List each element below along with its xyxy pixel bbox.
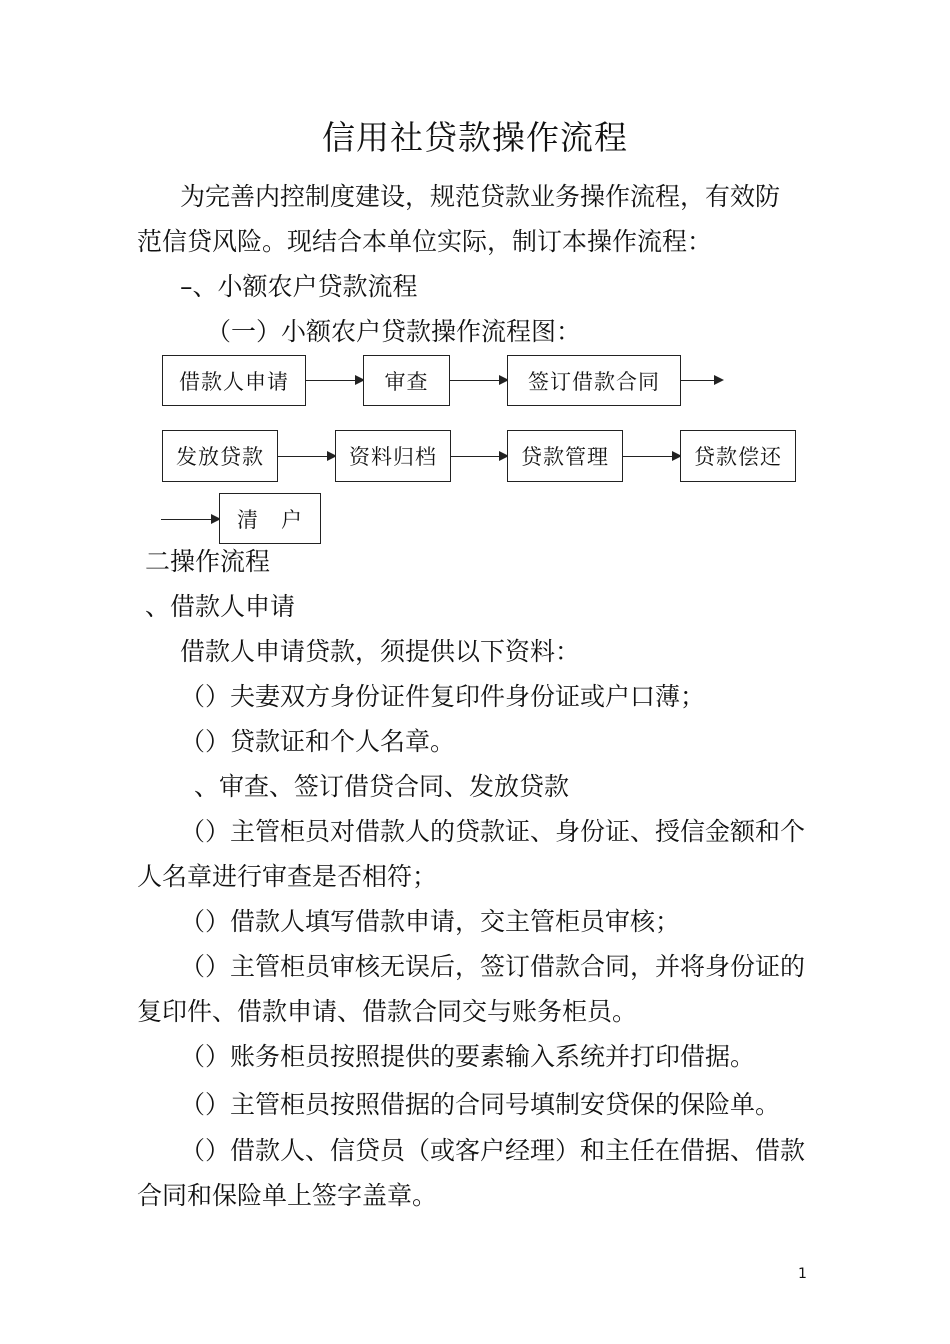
page-number: 1: [798, 1266, 807, 1282]
flow-arrow: [161, 519, 219, 520]
section2-heading: 二操作流程: [145, 547, 271, 576]
item2-para4: （）账务柜员按照提供的要素输入系统并打印借据。: [180, 1042, 756, 1071]
item2-para2: （）借款人填写借款申请，交主管柜员审核；: [180, 907, 681, 936]
flow-arrow: [623, 456, 680, 457]
flow-step-review: 审查: [363, 355, 450, 406]
flow-step-manage: 贷款管理: [507, 430, 623, 482]
document-title: 信用社贷款操作流程: [322, 118, 628, 157]
flow-step-repay: 贷款偿还: [680, 430, 796, 482]
flow-step-archive: 资料归档: [335, 430, 451, 482]
item1-list-1: （）夫妻双方身份证件复印件身份证或户口薄；: [180, 682, 706, 711]
section1-subheading: （一）小额农户贷款操作流程图：: [206, 317, 582, 346]
flow-arrow: [306, 380, 363, 381]
item2-heading: 、审查、签订借贷合同、发放贷款: [194, 772, 570, 801]
flow-step-apply: 借款人申请: [162, 355, 306, 406]
flow-arrow: [450, 380, 507, 381]
item1-heading: 、借款人申请: [145, 592, 296, 621]
item2-para1-line1: （）主管柜员对借款人的贷款证、身份证、授信金额和个: [180, 817, 806, 846]
item2-para5: （）主管柜员按照借据的合同号填制安贷保的保险单。: [180, 1090, 781, 1119]
intro-line-2: 范信贷风险。现结合本单位实际，制订本操作流程：: [137, 227, 713, 256]
item2-para6-line1: （）借款人、信贷员（或客户经理）和主任在借据、借款: [180, 1136, 806, 1165]
item1-list-2: （）贷款证和个人名章。: [180, 727, 456, 756]
flow-arrow: [278, 456, 335, 457]
item1-intro: 借款人申请贷款，须提供以下资料：: [180, 637, 581, 666]
flow-arrow: [681, 380, 722, 381]
flow-step-disburse: 发放贷款: [162, 430, 278, 482]
flow-step-sign-contract: 签订借款合同: [507, 355, 681, 406]
flow-step-close-account: 清 户: [219, 493, 321, 544]
item2-para3-line1: （）主管柜员审核无误后，签订借款合同，并将身份证的: [180, 952, 806, 981]
item2-para3-line2: 复印件、借款申请、借款合同交与账务柜员。: [137, 997, 638, 1026]
item2-para1-line2: 人名章进行审查是否相符；: [137, 862, 438, 891]
item2-para6-line2: 合同和保险单上签字盖章。: [137, 1181, 438, 1210]
section1-heading: –、小额农户贷款流程: [180, 272, 418, 301]
intro-line-1: 为完善内控制度建设，规范贷款业务操作流程，有效防: [180, 182, 781, 211]
flow-arrow: [451, 456, 507, 457]
